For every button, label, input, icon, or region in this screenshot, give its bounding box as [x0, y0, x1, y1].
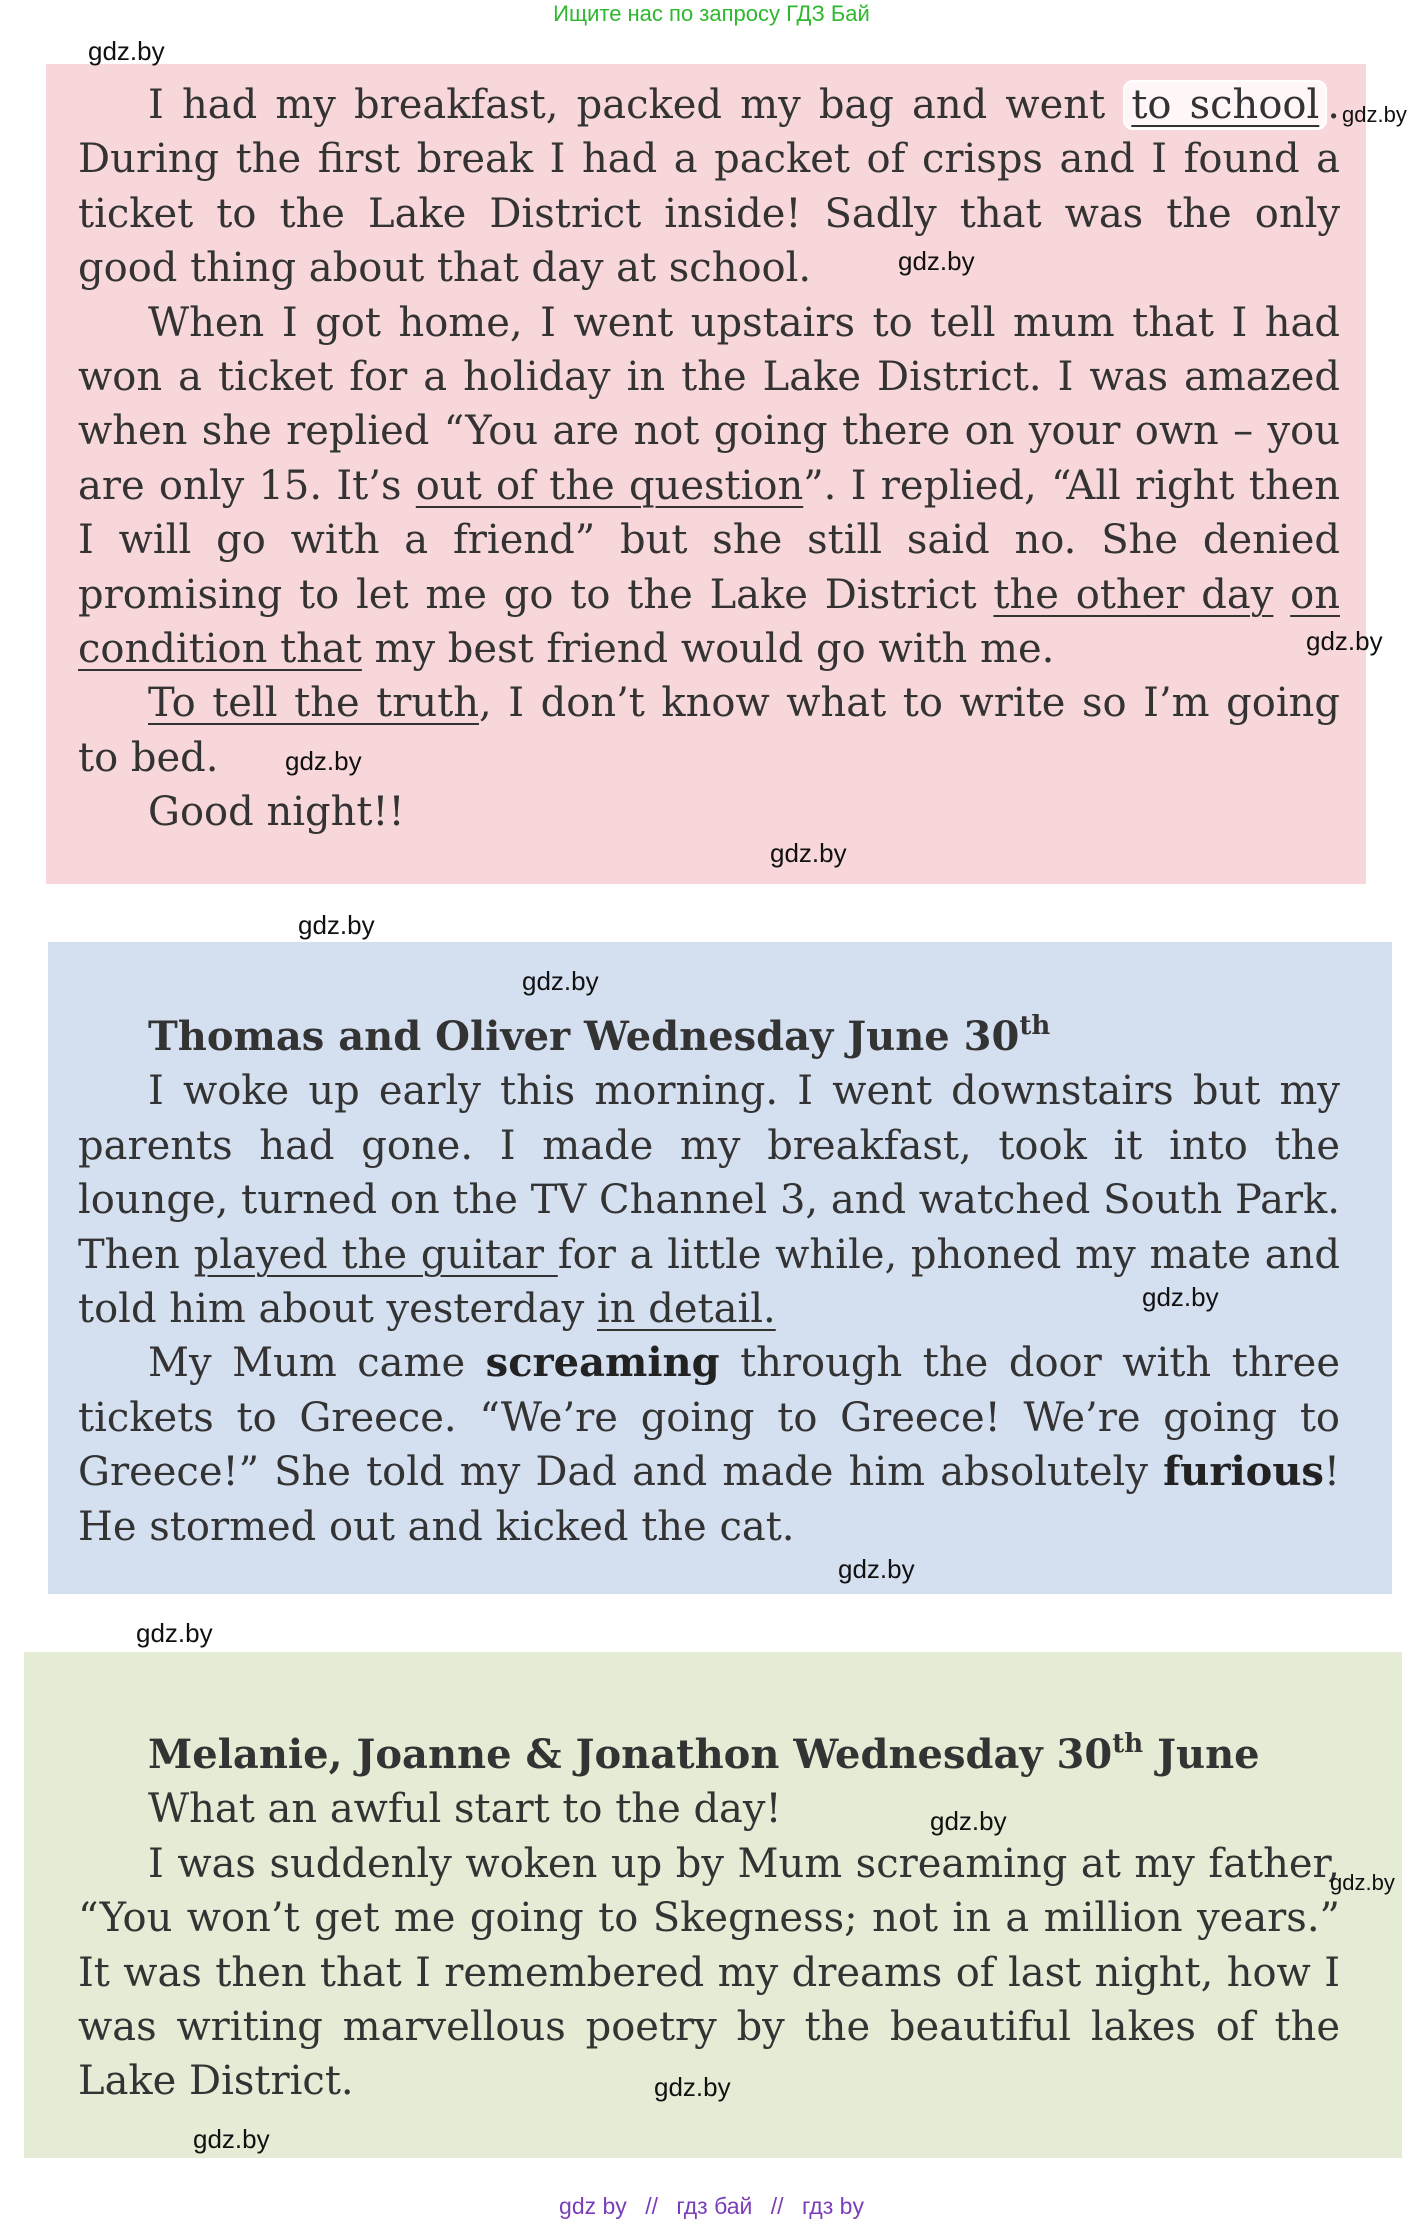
footer-separator: //	[645, 2193, 658, 2219]
watermark: gdz.by	[1142, 1282, 1219, 1312]
underlined-phrase: To tell the truth	[148, 680, 479, 727]
entry2-paragraph-1: I woke up early this morning. I went downstairs but my parents had gone. I made my breakfast, took it into the lounge, turned on the TV Channel 3, and watched South Park. Then played the guitar for a little while, phoned my mate and told him about yesterday in detail.	[78, 1068, 1340, 1333]
entry1-paragraph-3: To tell the truth, I don’t know what to write so I’m going to bed.	[78, 680, 1340, 781]
entry3-paragraph-2: I was suddenly woken up by Mum screaming at my father, “You won’t get me going to Skegness; not in a million years.” It was then that I remembered my dreams of last night, how I was writing marvellous poetry by the beautiful lakes of the Lake District.	[78, 1840, 1340, 2105]
footer-link[interactable]: гдз бай	[676, 2193, 753, 2219]
diary-entry-3-text	[78, 1728, 1340, 2109]
watermark: gdz.by	[285, 746, 362, 776]
underlined-phrase: the other day	[993, 571, 1274, 618]
entry3-heading: Melanie, Joanne & Jonathon Wednesday 30th June	[148, 1729, 1260, 1778]
underlined-phrase: to school	[1123, 80, 1327, 130]
watermark: gdz.by	[88, 36, 165, 66]
bold-word: screaming	[485, 1339, 720, 1387]
watermark: gdz.by	[770, 838, 847, 868]
footer-link[interactable]: gdz by	[559, 2193, 627, 2219]
underlined-phrase: on condition that	[78, 571, 1341, 673]
watermark: gdz.by	[898, 246, 975, 276]
watermark: gdz.by	[930, 1806, 1007, 1836]
entry1-paragraph-1: I had my breakfast, packed my bag and went to school . During the first break I had a packet of crisps and I found a ticket to the Lake District inside! Sadly that was the only good thing about that day at school.	[78, 82, 1340, 292]
watermark: gdz.by	[654, 2072, 731, 2102]
footer-links	[0, 2193, 1423, 2220]
entry2-paragraph-2: My Mum came screaming through the door with three tickets to Greece. “We’re going to Greece! We’re going to Greece!” She told my Dad and made him absolutely furious! He stormed out and kicked the cat.	[78, 1339, 1340, 1550]
underlined-phrase: out of the question	[415, 462, 804, 509]
footer-separator: //	[770, 2193, 784, 2219]
search-hint[interactable]: Ищите нас по запросу ГДЗ Бай	[553, 1, 870, 26]
entry3-paragraph-1: What an awful start to the day!	[148, 1786, 782, 1833]
watermark: gdz.by	[1306, 626, 1383, 656]
watermark: gdz.by	[1342, 102, 1407, 127]
watermark: gdz.by	[1330, 1870, 1395, 1895]
underlined-phrase: played the guitar	[193, 1231, 558, 1278]
watermark: gdz.by	[136, 1618, 213, 1648]
bold-word: furious	[1163, 1448, 1324, 1496]
watermark: gdz.by	[193, 2124, 270, 2154]
entry1-paragraph-4: Good night!!	[148, 789, 405, 836]
footer-link[interactable]: гдз by	[801, 2193, 864, 2219]
entry2-heading: Thomas and Oliver Wednesday June 30th	[148, 1011, 1051, 1060]
watermark: gdz.by	[522, 966, 599, 996]
entry1-paragraph-2: When I got home, I went upstairs to tell mum that I had won a ticket for a holiday in the Lake District. I was amazed when she replied “You are not going there on your own – you are only 15. It’s out of the question”. I replied, “All right then I will go with a friend” but she still said no. She denied promising to let me go to the Lake District the other day on condition that my best friend would go with me.	[78, 299, 1341, 673]
watermark: gdz.by	[838, 1554, 915, 1584]
underlined-phrase: in detail.	[596, 1286, 776, 1333]
watermark: gdz.by	[298, 910, 375, 940]
diary-entry-1-text	[78, 78, 1340, 840]
